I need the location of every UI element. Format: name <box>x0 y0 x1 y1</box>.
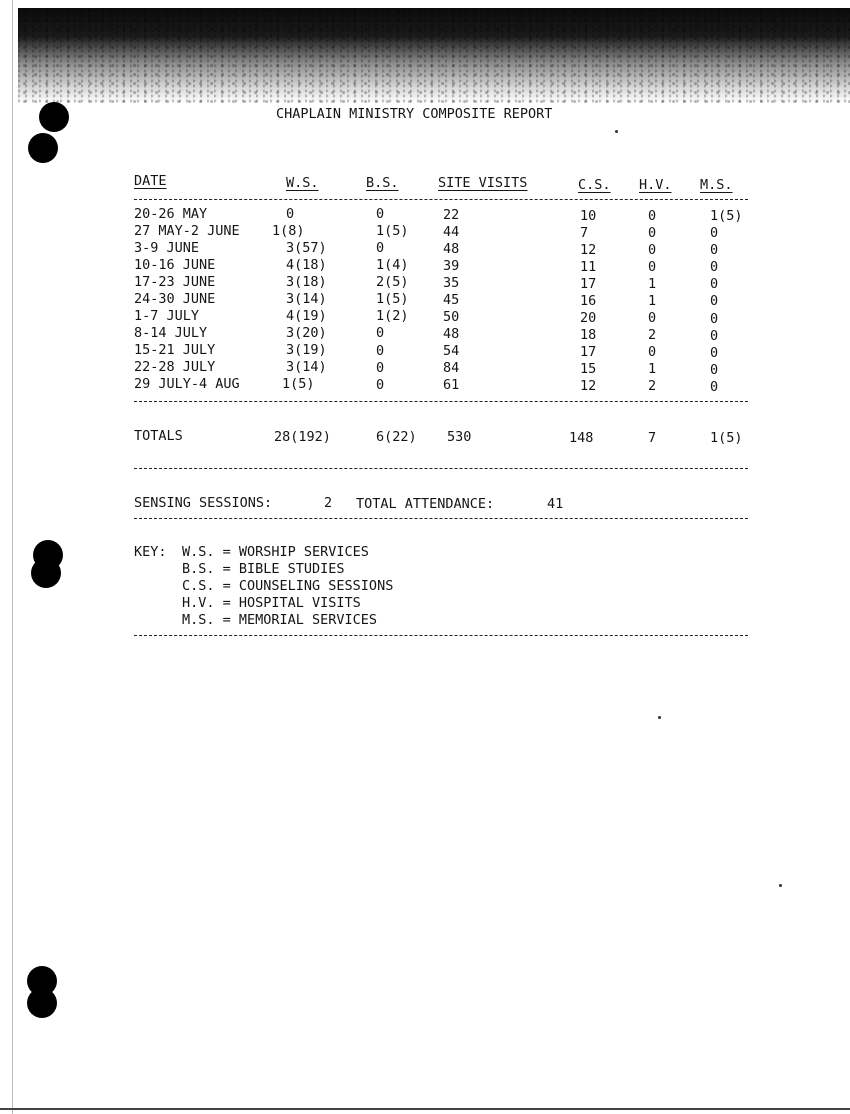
totals-site-visits: 530 <box>447 429 472 445</box>
row-site-visits: 48 <box>443 241 460 257</box>
row-cs: 12 <box>580 242 597 258</box>
key-line: C.S. = COUNSELING SESSIONS <box>182 578 394 594</box>
row-cs: 18 <box>580 327 597 343</box>
report-title: CHAPLAIN MINISTRY COMPOSITE REPORT <box>276 106 553 122</box>
row-date: 1-7 JULY <box>134 308 200 324</box>
row-site-visits: 48 <box>443 326 460 342</box>
row-bs: 1(2) <box>376 308 409 324</box>
row-date: 17-23 JUNE <box>134 274 216 290</box>
sensing-sessions-value: 2 <box>324 495 333 511</box>
row-hv: 0 <box>648 344 657 360</box>
scan-noise-band <box>18 8 850 103</box>
row-cs: 16 <box>580 293 597 309</box>
totals-bs: 6(22) <box>376 429 417 445</box>
row-ws: 3(19) <box>286 342 327 358</box>
row-hv: 0 <box>648 208 657 224</box>
row-cs: 11 <box>580 259 597 275</box>
row-bs: 0 <box>376 377 385 393</box>
row-hv: 0 <box>648 242 657 258</box>
header-hv: H.V. <box>639 177 672 193</box>
row-ms: 0 <box>710 225 719 241</box>
row-cs: 7 <box>580 225 589 241</box>
row-bs: 0 <box>376 240 385 256</box>
row-date: 3-9 JUNE <box>134 240 200 256</box>
header-ws: W.S. <box>286 175 319 191</box>
key-line: W.S. = WORSHIP SERVICES <box>182 544 369 560</box>
row-date: 10-16 JUNE <box>134 257 216 273</box>
totals-ws: 28(192) <box>274 429 331 445</box>
row-ws: 0 <box>286 206 295 222</box>
row-site-visits: 44 <box>443 224 460 240</box>
row-date: 20-26 MAY <box>134 206 208 222</box>
speck <box>779 884 782 887</box>
punch-hole-bottom-2 <box>27 988 57 1018</box>
row-ws: 3(14) <box>286 291 327 307</box>
row-bs: 1(5) <box>376 291 409 307</box>
row-bs: 1(4) <box>376 257 409 273</box>
key-divider <box>134 635 748 636</box>
header-cs: C.S. <box>578 177 611 193</box>
row-cs: 12 <box>580 378 597 394</box>
row-bs: 0 <box>376 325 385 341</box>
total-attendance-label: TOTAL ATTENDANCE: <box>356 496 495 512</box>
row-hv: 2 <box>648 327 657 343</box>
row-date: 27 MAY-2 JUNE <box>134 223 240 239</box>
row-ms: 0 <box>710 345 719 361</box>
sensing-divider <box>134 518 748 519</box>
row-ms: 1(5) <box>710 208 743 224</box>
key-label: KEY: <box>134 544 167 560</box>
punch-hole-top-1 <box>39 102 69 132</box>
key-line: B.S. = BIBLE STUDIES <box>182 561 345 577</box>
row-ms: 0 <box>710 379 719 395</box>
punch-hole-middle-2 <box>31 558 61 588</box>
row-date: 15-21 JULY <box>134 342 216 358</box>
row-date: 29 JULY-4 AUG <box>134 376 240 392</box>
row-cs: 10 <box>580 208 597 224</box>
row-site-visits: 35 <box>443 275 460 291</box>
row-ws: 3(18) <box>286 274 327 290</box>
row-cs: 20 <box>580 310 597 326</box>
total-attendance-value: 41 <box>547 496 564 512</box>
row-ms: 0 <box>710 259 719 275</box>
row-hv: 1 <box>648 361 657 377</box>
totals-cs: 148 <box>569 430 594 446</box>
row-ms: 0 <box>710 293 719 309</box>
header-ms: M.S. <box>700 177 733 193</box>
row-ms: 0 <box>710 276 719 292</box>
row-site-visits: 22 <box>443 207 460 223</box>
row-hv: 1 <box>648 276 657 292</box>
key-line: H.V. = HOSPITAL VISITS <box>182 595 361 611</box>
row-ms: 0 <box>710 328 719 344</box>
header-divider <box>134 199 748 200</box>
row-ws: 3(14) <box>286 359 327 375</box>
totals-divider <box>134 468 748 469</box>
row-bs: 0 <box>376 360 385 376</box>
row-ws: 3(57) <box>286 240 327 256</box>
row-hv: 2 <box>648 378 657 394</box>
row-site-visits: 45 <box>443 292 460 308</box>
row-bs: 0 <box>376 343 385 359</box>
row-date: 24-30 JUNE <box>134 291 216 307</box>
key-line: M.S. = MEMORIAL SERVICES <box>182 612 378 628</box>
row-cs: 17 <box>580 344 597 360</box>
totals-hv: 7 <box>648 430 657 446</box>
row-ws: 4(19) <box>286 308 327 324</box>
row-site-visits: 50 <box>443 309 460 325</box>
row-ws: 1(8) <box>272 223 305 239</box>
row-bs: 2(5) <box>376 274 409 290</box>
row-bs: 1(5) <box>376 223 409 239</box>
row-hv: 0 <box>648 259 657 275</box>
row-date: 22-28 JULY <box>134 359 216 375</box>
row-ws: 3(20) <box>286 325 327 341</box>
speck <box>658 716 661 719</box>
row-hv: 0 <box>648 225 657 241</box>
row-cs: 15 <box>580 361 597 377</box>
speck <box>615 130 618 133</box>
row-hv: 0 <box>648 310 657 326</box>
header-site-visits: SITE VISITS <box>438 175 528 191</box>
page-left-edge <box>12 0 13 1114</box>
row-ms: 0 <box>710 362 719 378</box>
header-date: DATE <box>134 173 167 189</box>
row-ws: 1(5) <box>282 376 315 392</box>
totals-label: TOTALS <box>134 428 183 444</box>
row-site-visits: 61 <box>443 377 460 393</box>
row-hv: 1 <box>648 293 657 309</box>
row-site-visits: 84 <box>443 360 460 376</box>
row-cs: 17 <box>580 276 597 292</box>
row-ms: 0 <box>710 242 719 258</box>
row-bs: 0 <box>376 206 385 222</box>
sensing-sessions-label: SENSING SESSIONS: <box>134 495 273 511</box>
row-date: 8-14 JULY <box>134 325 208 341</box>
page-bottom-edge <box>0 1108 850 1110</box>
header-bs: B.S. <box>366 175 399 191</box>
row-site-visits: 54 <box>443 343 460 359</box>
totals-ms: 1(5) <box>710 430 743 446</box>
row-ms: 0 <box>710 311 719 327</box>
row-site-visits: 39 <box>443 258 460 274</box>
row-ws: 4(18) <box>286 257 327 273</box>
punch-hole-top-2 <box>28 133 58 163</box>
body-divider <box>134 401 748 402</box>
